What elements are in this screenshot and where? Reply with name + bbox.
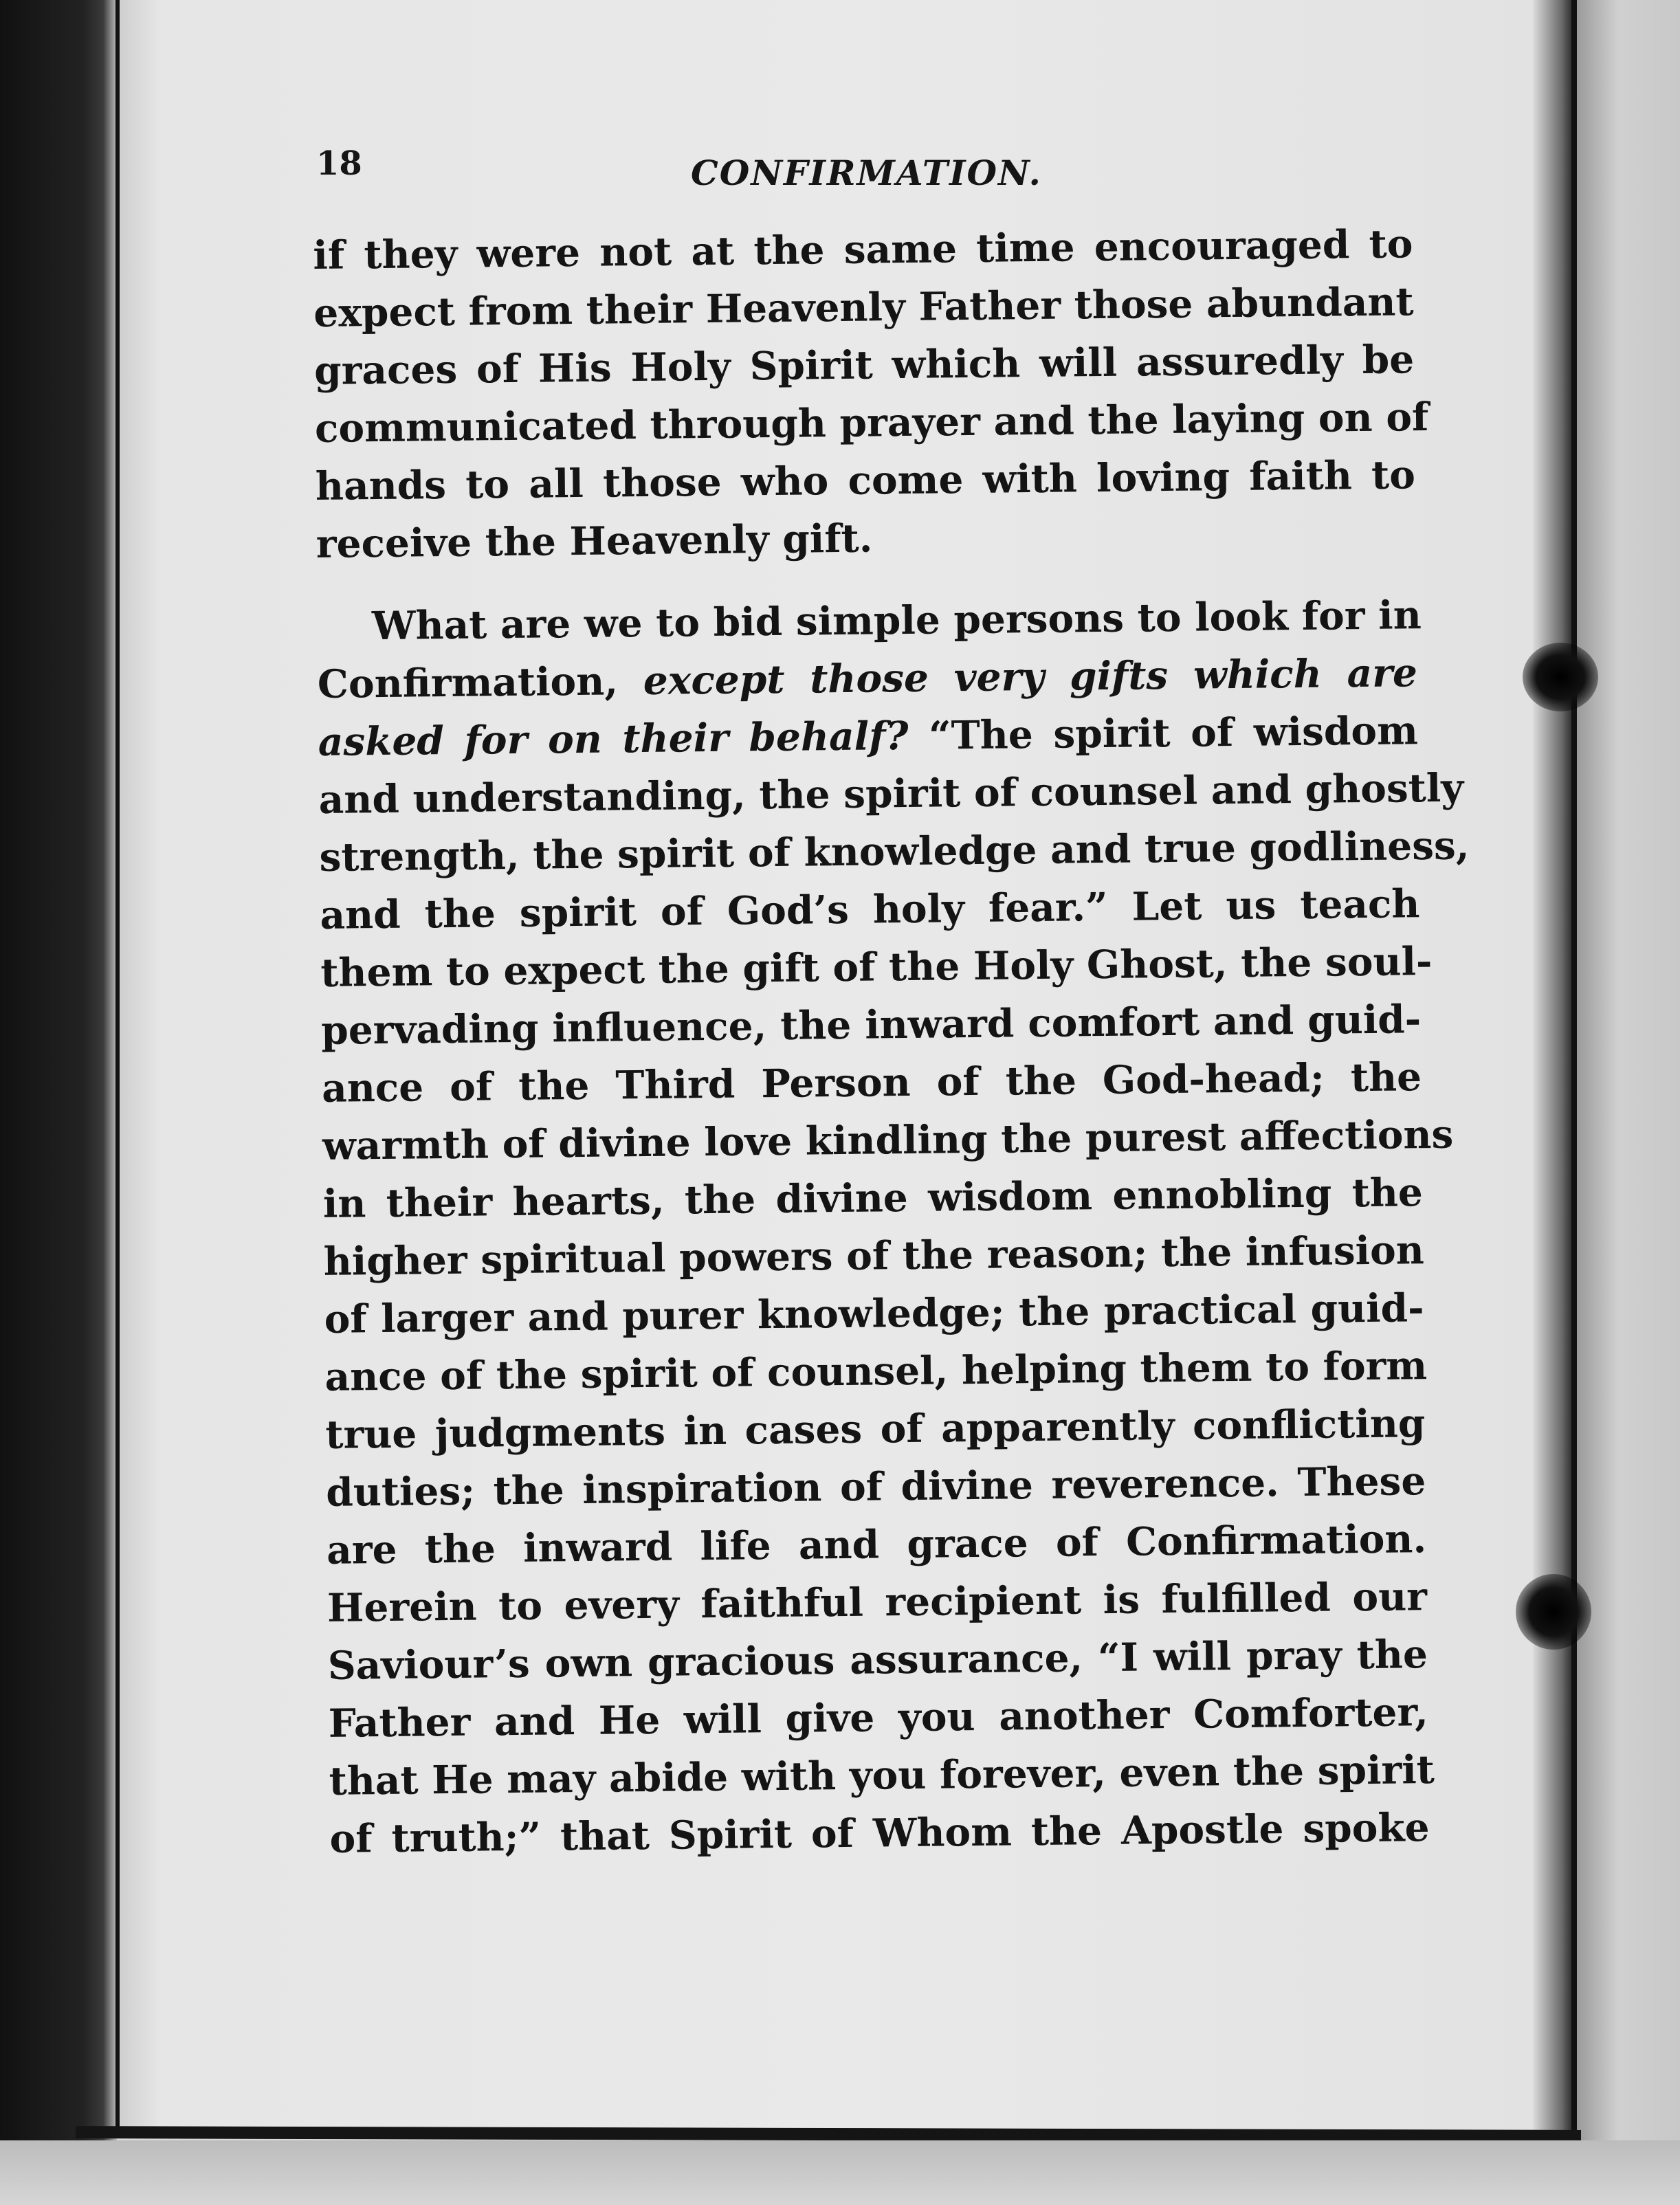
text-line: duties; the inspiration of divine reverence. These [325,1459,1426,1516]
text-line: ance of the Third Person of the God-head; the [321,1054,1422,1111]
text-run: Confirmation, [317,658,644,707]
text-line: warmth of divine love kindling the purest affections [322,1111,1454,1169]
right-gutter-shadow [1533,0,1574,2138]
text-line: hands to all those who come with loving faith to [315,452,1416,509]
text-line: higher spiritual powers of the reason; the infusion [323,1228,1425,1285]
text-line: ance of the spirit of counsel, helping them to form [324,1343,1428,1400]
text-line: Herein to every faithful recipient is fulfilled our [327,1574,1428,1631]
italic-text-run: except those very gifts which are [643,650,1418,704]
text-line: Saviour’s own gracious assurance, “I will pray the [327,1632,1428,1689]
text-line: in their hearts, the divine wisdom ennobling the [322,1170,1424,1227]
right-edge-line [1571,0,1577,2151]
text-line: and the spirit of God’s holy fear.” Let us teach [320,881,1420,938]
text-line: What are we to bid simple persons to look for in [371,592,1422,650]
text-line: expect from their Heavenly Father those abundant [313,279,1414,336]
next-page-strip [1577,0,1680,2205]
text-line: of truth;” that Spirit of Whom the Apostle spoke [329,1805,1430,1862]
body-text [313,215,1470,1868]
ink-blot-lower [1516,1574,1591,1650]
paragraph-2 [317,586,1470,1868]
page-header [316,137,1430,199]
left-edge-line [115,0,120,2138]
italic-text-run: asked for on their behalf? [318,713,909,765]
paragraph-1 [313,215,1429,573]
text-line: receive the Heavenly gift. [316,516,873,567]
text-line: are the inward life and grace of Confirmation. [326,1516,1427,1573]
text-line: of larger and purer knowledge; the practical guid- [324,1285,1424,1342]
text-line: if they were not at the same time encouraged to [313,221,1413,278]
text-line: and understanding, the spirit of counsel and ghostly [318,765,1464,823]
text-run: “The spirit of wisdom [908,708,1419,759]
page-number: 18 [316,144,362,183]
text-line: Father and He will give you another Comforter, [328,1689,1429,1747]
text-line: graces of His Holy Spirit which will assuredly be [313,337,1415,394]
text-line: strength, the spirit of knowledge and true godliness, [319,823,1470,880]
left-binding-edge [0,0,117,2205]
text-line: them to expect the gift of the Holy Ghost, the soul- [320,939,1433,996]
text-line: pervading influence, the inward comfort and guid- [320,997,1422,1054]
bottom-margin [0,2140,1680,2205]
running-title: CONFIRMATION. [691,153,1042,193]
text-line: communicated through prayer and the laying on of [314,395,1429,452]
ink-blot-upper [1523,643,1598,711]
text-line: true judgments in cases of apparently conflicting [325,1401,1426,1458]
text-line: that He may abide with you forever, even the spirit [329,1747,1435,1804]
